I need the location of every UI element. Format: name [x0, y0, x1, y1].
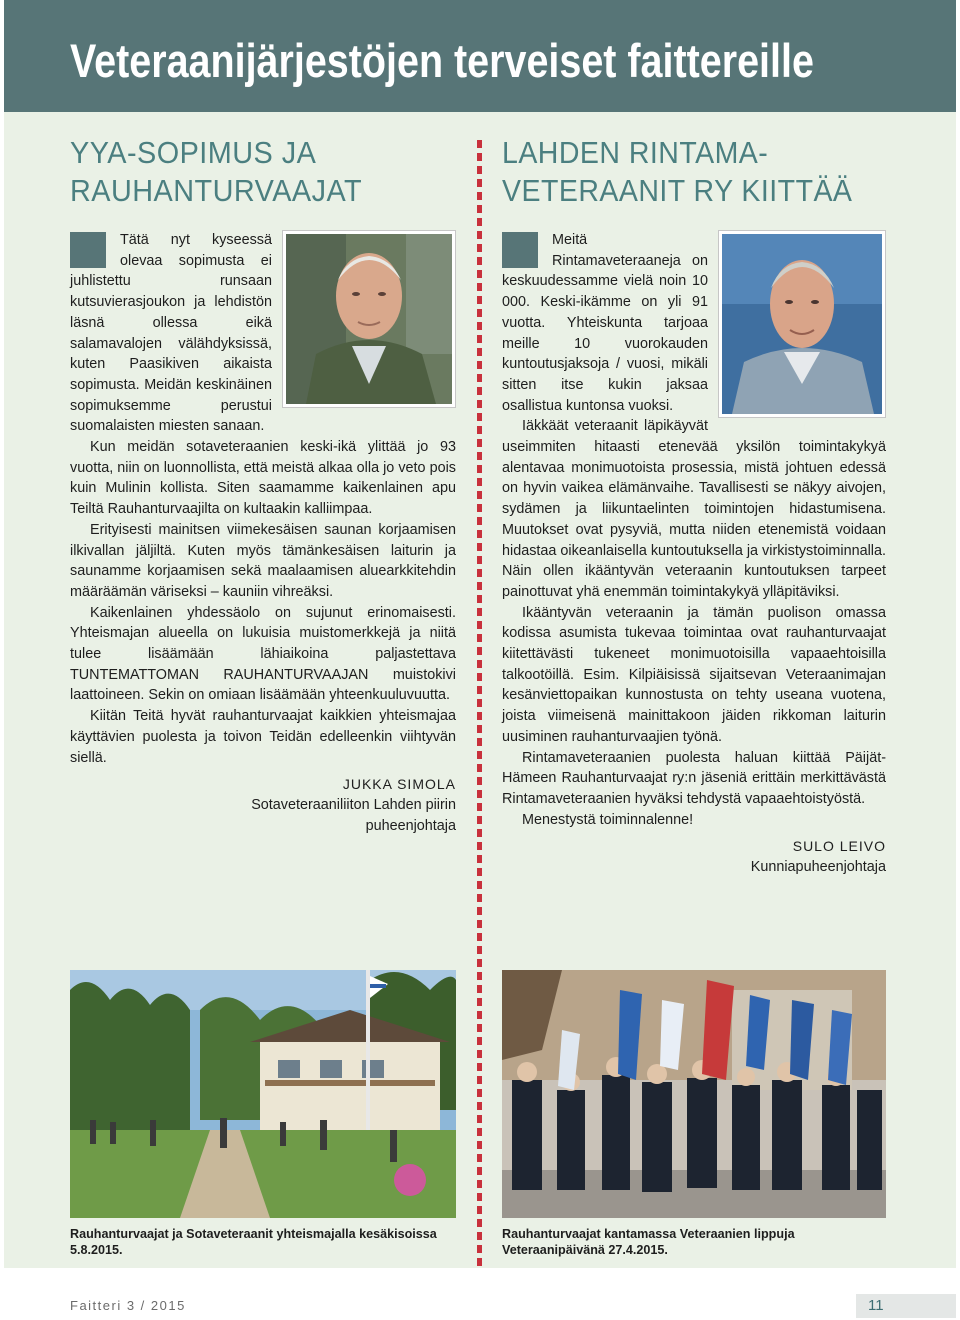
left-paragraph-2: Kun meidän sotaveteraanien keski-ikä ylittää jo 93 vuotta, niin on luonnollista, että meistä alkaa olla jo veto pois kuin Mulinin kollista. Siten saamamme kaikenlainen apu Teiltä Rauhanturvaajilta on kultaakin kalliimpaa.: [70, 439, 456, 518]
portrait-sulo-leivo: [718, 230, 886, 418]
left-signature-name: JUKKA SIMOLA: [342, 776, 456, 793]
page-title: Veteraanijärjestöjen terveiset faittereille: [70, 34, 814, 87]
right-signature: [502, 836, 886, 878]
left-paragraph-5: Kiitän Teitä hyvät rauhanturvaajat kaikkien yhteismajaa käyttävien puolesta ja toivon Teidän edelleenkin viihtyvän siellä.: [70, 708, 456, 766]
right-title-line-2: VETERAANIT RY KIITTÄÄ: [502, 173, 853, 208]
right-paragraph-1: Meitä Rintamaveteraaneja on keskuudessamme vielä noin 10 000. Keski-ikämme on yli 91 vuotta. Yhteiskunta tarjoaa meille 10 vuorokauden kuntoutusjaksoja / vuosi, mikäli sitten itse kukin jaksaa osallistua kuntonsa vuoksi.: [502, 232, 708, 414]
right-paragraph-2: Iäkkäät veteraanit läpikäyvät useimmiten hitaasti etenevää yksilön toimintakykyä alentavaa monimuotoista prosessia, mistä johtuen edessä on hyvin vaikea elämänvaihe. Tavallisesti se näkyy aivojen, sydämen ja liikuntaelinten toimintojen hidastumisena. Muutokset ovat pysyviä, mutta niiden etenemistä voidaan hidastaa oikeanlaisella kuntoutuksella ja virkistystoiminnalla. Näin ollen ikääntyvän veteraanin kuntoutuksen tarpeet painottuvat yhä enemmän toimintakykyä ylläpitäviksi.: [502, 418, 886, 600]
left-section-title: [70, 134, 362, 210]
photo-summer-games: [70, 970, 456, 1218]
portrait-image: [722, 234, 882, 414]
photo-veterans-day-flags: [502, 970, 886, 1218]
right-article: [502, 230, 886, 878]
footer-magazine: Faitteri 3 / 2015: [70, 1298, 186, 1313]
portrait-image: [286, 234, 452, 404]
right-paragraph-3: Ikääntyvän veteraanin ja tämän puolison omassa kodissa asumista tukevaa toimintaa ovat rauhanturvaajat kiitettävästi tukeneet monimuotoisilla vapaaehtoisilla talkootöillä. Esim. Kilpiäisissä sijaitsevan Veteraanimajan kesänviettopaikan kunnostusta on tehty useana vuotena, joista viimeisenä mainittakoon jäiden rikkoman laiturin uusiminen rauhanturvaajien työnä.: [502, 604, 886, 745]
portrait-jukka-simola: [282, 230, 456, 408]
summer-games-image: [70, 970, 456, 1218]
left-photo-caption: Rauhanturvaajat ja Sotaveteraanit yhteismajalla kesäkisoissa 5.8.2015.: [70, 1227, 437, 1257]
right-title-line-1: LAHDEN RINTAMA-: [502, 135, 769, 170]
drop-square-icon: [70, 232, 106, 268]
page-number: 11: [868, 1297, 884, 1314]
right-photo-caption: Rauhanturvaajat kantamassa Veteraanien lippuja Veteraanipäivänä 27.4.2015.: [502, 1227, 795, 1257]
column-divider: [477, 140, 482, 1268]
left-paragraph-3: Erityisesti mainitsen viimekesäisen saunan korjaamisen ilkivallan jäljiltä. Kuten myös tämänkesäisen laiturin ja saunamme korjaamisen sekä maalaamisen aluearkkitehdin määräämän väriseksi – kauniin vihreäksi.: [70, 521, 456, 600]
right-paragraph-5: Menestystä toiminnalenne!: [522, 811, 694, 828]
left-title-line-1: YYA-SOPIMUS JA: [70, 135, 317, 170]
left-signature-title-1: Sotaveteraaniliiton Lahden piirin: [251, 797, 456, 814]
right-signature-title-1: Kunniapuheenjohtaja: [750, 859, 886, 876]
right-section-title: [502, 134, 852, 210]
left-article: [70, 230, 456, 837]
right-signature-name: SULO LEIVO: [792, 838, 886, 855]
left-paragraph-1: Tätä nyt kyseessä olevaa sopimusta ei juhlistettu runsaan kutsuvierasjoukon ja lehdistön läsnä ollessa eikä salamavalojen välähdyksissä, kuten Paasikiven aikaista sopimusta. Meidän keskinäinen sopimuksemme perustui suomalaisten miesten sanaan.: [70, 232, 272, 435]
left-paragraph-4: Kaikenlainen yhdessäolo on sujunut erinomaisesti. Yhteismajan alueella on lukuisia muistomerkkejä ja niitä tulee lisäämään lähiaikoina paljastettava TUNTEMATTOMAN RAUHANTURVAAJAN muistokivi laattoineen. Sekin on omiaan lisäämään yhteenkuuluvuutta.: [70, 604, 456, 704]
drop-square-icon: [502, 232, 538, 268]
veterans-day-image: [502, 970, 886, 1218]
left-signature: [70, 774, 456, 837]
right-paragraph-4: Rintamaveteraanien puolesta haluan kiittää Päijät-Hämeen Rauhanturvaajat ry:n jäseniä erittäin merkittävästä Rintamaveteraanien hyväksi tehdystä vapaaehtoistyöstä.: [502, 749, 886, 807]
left-title-line-2: RAUHANTURVAAJAT: [70, 173, 363, 208]
left-signature-title-2: puheenjohtaja: [365, 818, 456, 835]
